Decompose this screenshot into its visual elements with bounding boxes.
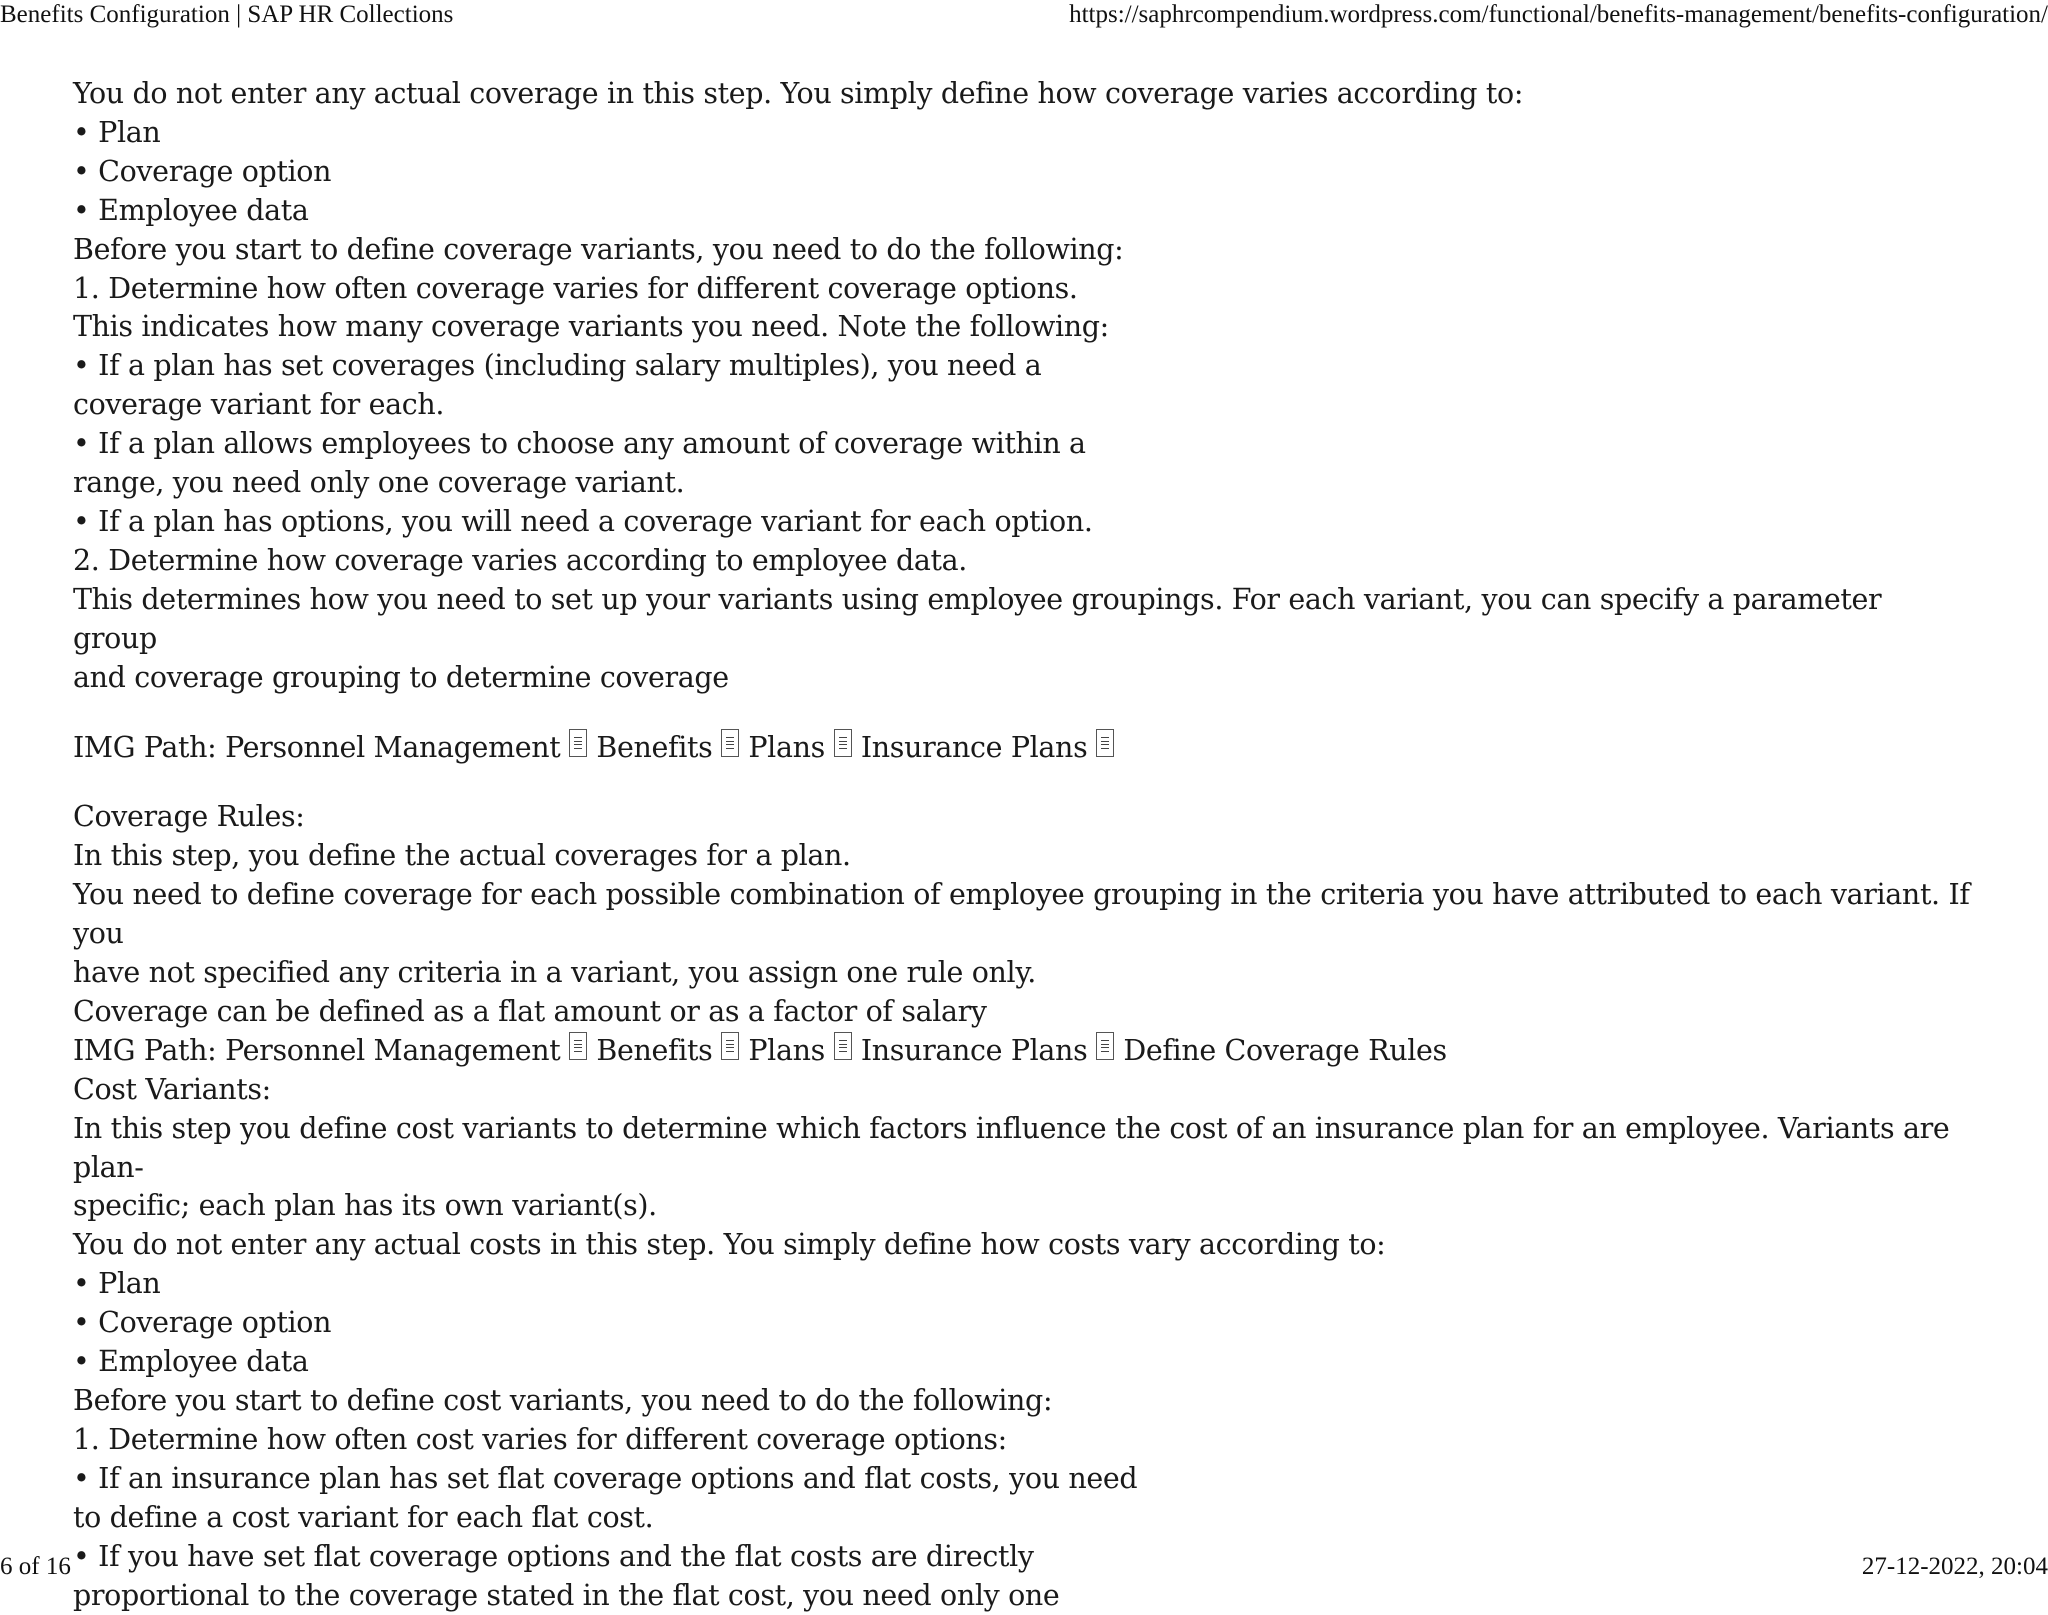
bullet-item: • Plan xyxy=(73,1267,161,1301)
text-line: Coverage can be defined as a flat amount or as a factor of salary xyxy=(73,994,987,1028)
img-path-item: Benefits xyxy=(596,1033,713,1067)
missing-glyph-icon xyxy=(569,1032,587,1060)
text-line: Before you start to define cost variants, you need to do the following: xyxy=(73,1384,1053,1417)
missing-glyph-icon xyxy=(1096,1032,1114,1060)
missing-glyph-icon xyxy=(569,729,587,757)
text-line: proportional to the coverage stated in the flat cost, you need only one xyxy=(73,1578,1060,1612)
img-path-insurance-plans xyxy=(73,729,1973,768)
text-line: In this step, you define the actual coverages for a plan. xyxy=(73,839,851,873)
bullet-item: • Employee data xyxy=(73,193,309,227)
page-title: Benefits Configuration | SAP HR Collections xyxy=(0,1,454,28)
text-line: to define a cost variant for each flat cost. xyxy=(73,1500,654,1534)
coverage-rules-section xyxy=(73,798,1973,1031)
print-datetime: 27-12-2022, 20:04 xyxy=(1861,1553,2048,1580)
text-line: Before you start to define coverage variants, you need to do the following: xyxy=(73,232,1124,266)
img-path-item: Plans xyxy=(748,730,825,764)
page-number: 6 of 16 xyxy=(0,1553,71,1580)
img-path-prefix: IMG Path: Personnel Management xyxy=(73,730,561,764)
text-line: have not specified any criteria in a variant, you assign one rule only. xyxy=(73,956,1036,990)
section-heading: Cost Variants: xyxy=(73,1072,271,1106)
bullet-item: • Coverage option xyxy=(73,1306,332,1340)
missing-glyph-icon xyxy=(721,1032,739,1060)
document-body xyxy=(73,75,1973,1615)
bullet-item: • If a plan has set coverages (including salary multiples), you need a xyxy=(73,349,1042,383)
bullet-item: • If a plan has options, you will need a coverage variant for each option. xyxy=(73,504,1093,538)
spacer xyxy=(73,767,1973,798)
text-line: 1. Determine how often coverage varies for different coverage options. xyxy=(73,271,1078,305)
text-line: You need to define coverage for each possible combination of employee grouping in the criteria you have attributed to each variant. If you xyxy=(73,878,1970,951)
section-heading: Coverage Rules: xyxy=(73,800,305,834)
missing-glyph-icon xyxy=(1096,729,1114,757)
print-header xyxy=(0,0,2048,30)
img-path-suffix: Define Coverage Rules xyxy=(1123,1033,1447,1067)
coverage-variants-section xyxy=(73,75,1973,698)
text-line: 2. Determine how coverage varies according to employee data. xyxy=(73,543,967,577)
text-line: This indicates how many coverage variants you need. Note the following: xyxy=(73,310,1109,344)
text-line: specific; each plan has its own variant(s). xyxy=(73,1189,657,1223)
text-line: 1. Determine how often cost varies for different coverage options: xyxy=(73,1422,1007,1456)
text-line: range, you need only one coverage variant. xyxy=(73,466,685,500)
bullet-item: • Coverage option xyxy=(73,154,332,188)
print-footer xyxy=(0,1552,2048,1582)
text-line: You do not enter any actual costs in this step. You simply define how costs vary according to: xyxy=(73,1228,1386,1262)
bullet-item: • If you have set flat coverage options and the flat costs are directly xyxy=(73,1539,1034,1573)
missing-glyph-icon xyxy=(834,1032,852,1060)
img-path-define-coverage-rules xyxy=(73,1032,1973,1071)
img-path-item: Benefits xyxy=(596,730,713,764)
bullet-item: • If an insurance plan has set flat coverage options and flat costs, you need xyxy=(73,1461,1138,1495)
bullet-item: • Plan xyxy=(73,115,161,149)
text-line: This determines how you need to set up your variants using employee groupings. For each variant, you can specify a parameter group xyxy=(73,582,1882,655)
bullet-item: • If a plan allows employees to choose any amount of coverage within a xyxy=(73,427,1086,461)
img-path-item: Insurance Plans xyxy=(860,730,1088,764)
missing-glyph-icon xyxy=(834,729,852,757)
bullet-item: • Employee data xyxy=(73,1345,309,1379)
text-line: coverage variant for each. xyxy=(73,388,445,422)
text-line: In this step you define cost variants to determine which factors influence the cost of an insurance plan for an employee. Variants are plan- xyxy=(73,1111,1950,1184)
text-line: You do not enter any actual coverage in this step. You simply define how coverage varies according to: xyxy=(73,77,1524,110)
cost-variants-section xyxy=(73,1071,1973,1615)
img-path-item: Plans xyxy=(748,1033,825,1067)
text-line: and coverage grouping to determine coverage xyxy=(73,660,729,694)
page-url[interactable]: https://saphrcompendium.wordpress.com/functional/benefits-management/benefits-configuration/ xyxy=(1069,1,2048,28)
img-path-item: Insurance Plans xyxy=(860,1033,1088,1067)
img-path-prefix: IMG Path: Personnel Management xyxy=(73,1033,561,1067)
missing-glyph-icon xyxy=(721,729,739,757)
spacer xyxy=(73,698,1973,729)
